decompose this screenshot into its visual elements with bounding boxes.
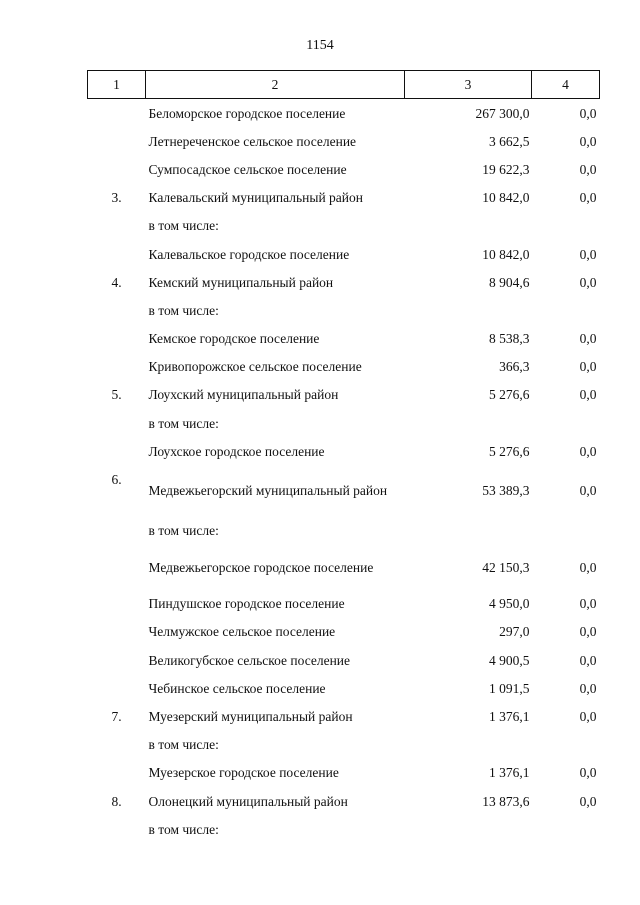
- row-share: 0,0: [579, 161, 597, 177]
- row-name: Лоухское городское поселение: [148, 443, 325, 459]
- row-amount: 42 150,3: [482, 559, 530, 575]
- row-amount: 10 842,0: [482, 246, 530, 262]
- table-row: [88, 155, 600, 183]
- row-name: в том числе:: [148, 821, 219, 837]
- budget-table: [87, 70, 600, 843]
- table-row: [88, 409, 600, 437]
- row-share: [532, 409, 600, 437]
- row-share: [532, 731, 600, 759]
- row-number: 6.: [111, 472, 122, 488]
- row-amount: [405, 516, 532, 544]
- row-number: [88, 437, 146, 465]
- header-row: [88, 71, 600, 99]
- row-amount: 1 376,1: [489, 765, 530, 781]
- row-number: [88, 353, 146, 381]
- row-number: [88, 155, 146, 183]
- row-share: 0,0: [579, 443, 597, 459]
- row-share: 0,0: [579, 246, 597, 262]
- row-amount: 5 276,6: [489, 443, 530, 459]
- row-number: [88, 296, 146, 324]
- row-amount: 267 300,0: [475, 105, 530, 121]
- row-number: [88, 409, 146, 437]
- row-name: в том числе:: [148, 218, 219, 234]
- row-number: [88, 325, 146, 353]
- row-number: [88, 815, 146, 843]
- row-number: 4.: [111, 274, 122, 290]
- row-number: [88, 646, 146, 674]
- table-row: [88, 268, 600, 296]
- table-row: [88, 240, 600, 268]
- row-share: 0,0: [579, 133, 597, 149]
- row-name: Беломорское городское поселение: [148, 105, 346, 121]
- row-amount: [405, 296, 532, 324]
- row-share: 0,0: [579, 652, 597, 668]
- row-name: Лоухский муниципальный район: [148, 387, 339, 403]
- row-number: 3.: [111, 190, 122, 206]
- row-amount: [405, 815, 532, 843]
- row-name: Летнереченское сельское поселение: [148, 133, 357, 149]
- row-name: Олонецкий муниципальный район: [148, 793, 348, 809]
- row-name: Медвежьегорский муниципальный район: [148, 483, 388, 499]
- row-name: Медвежьегорское городское поселение: [148, 559, 374, 575]
- row-number: [88, 127, 146, 155]
- row-number: [88, 674, 146, 702]
- row-number: [88, 99, 146, 128]
- table-row: [88, 325, 600, 353]
- row-share: 0,0: [579, 190, 597, 206]
- row-amount: 1 091,5: [489, 680, 530, 696]
- row-share: 0,0: [579, 359, 597, 375]
- page-number: 1154: [306, 38, 334, 53]
- row-number: [88, 212, 146, 240]
- row-share: 0,0: [579, 387, 597, 403]
- table-row: [88, 127, 600, 155]
- row-share: [532, 212, 600, 240]
- row-share: 0,0: [579, 708, 597, 724]
- row-amount: 4 950,0: [489, 596, 530, 612]
- row-name: в том числе:: [148, 523, 219, 539]
- row-share: 0,0: [579, 274, 597, 290]
- row-share: 0,0: [579, 765, 597, 781]
- row-amount: 13 873,6: [482, 793, 530, 809]
- row-number: 7.: [111, 708, 122, 724]
- row-share: 0,0: [579, 483, 597, 499]
- row-name: Муезерский муниципальный район: [148, 708, 353, 724]
- row-number: [88, 731, 146, 759]
- row-amount: [405, 212, 532, 240]
- table-row: [88, 437, 600, 465]
- table-row: [88, 674, 600, 702]
- row-share: 0,0: [579, 680, 597, 696]
- table-row: [88, 545, 600, 590]
- row-name: в том числе:: [148, 737, 219, 753]
- row-name: Калевальский муниципальный район: [148, 190, 363, 206]
- row-name: в том числе:: [148, 302, 219, 318]
- row-name: Челмужское сельское поселение: [148, 624, 336, 640]
- table-row: [88, 590, 600, 618]
- row-number: [88, 618, 146, 646]
- row-number: [88, 545, 146, 590]
- row-amount: 366,3: [499, 359, 530, 375]
- column-header-name: 2: [146, 71, 405, 99]
- table-row: [88, 731, 600, 759]
- row-amount: 10 842,0: [482, 190, 530, 206]
- row-share: [532, 296, 600, 324]
- row-name: Калевальское городское поселение: [148, 246, 350, 262]
- table-row: [88, 702, 600, 730]
- row-share: 0,0: [579, 559, 597, 575]
- row-amount: 3 662,5: [489, 133, 530, 149]
- table-row: [88, 646, 600, 674]
- table-row: [88, 184, 600, 212]
- row-name: Сумпосадское сельское поселение: [148, 161, 347, 177]
- table-row: [88, 99, 600, 128]
- row-amount: 19 622,3: [482, 161, 530, 177]
- row-amount: [405, 409, 532, 437]
- row-number: [88, 240, 146, 268]
- row-number: [88, 516, 146, 544]
- row-share: 0,0: [579, 596, 597, 612]
- row-amount: 8 538,3: [489, 331, 530, 347]
- row-name: Чебинское сельское поселение: [148, 680, 326, 696]
- row-name: Кемский муниципальный район: [148, 274, 334, 290]
- table-row: [88, 353, 600, 381]
- table-row: [88, 815, 600, 843]
- row-name: в том числе:: [148, 415, 219, 431]
- table-body: [88, 99, 600, 844]
- row-share: 0,0: [579, 624, 597, 640]
- table-row: [88, 212, 600, 240]
- row-share: 0,0: [579, 793, 597, 809]
- row-name: Кривопорожское сельское поселение: [148, 359, 362, 375]
- table-header: [88, 71, 600, 99]
- row-amount: 5 276,6: [489, 387, 530, 403]
- row-number: 8.: [111, 793, 122, 809]
- row-name: Муезерское городское поселение: [148, 765, 339, 781]
- row-number: [88, 759, 146, 787]
- table-row: [88, 516, 600, 544]
- column-header-share: 4: [532, 71, 600, 99]
- column-header-amount: 3: [405, 71, 532, 99]
- row-number: [88, 590, 146, 618]
- row-number: 5.: [111, 387, 122, 403]
- row-share: 0,0: [579, 331, 597, 347]
- table-row: [88, 381, 600, 409]
- row-share: 0,0: [579, 105, 597, 121]
- row-name: Великогубское сельское поселение: [148, 652, 351, 668]
- row-name: Пиндушское городское поселение: [148, 596, 345, 612]
- table-row: [88, 787, 600, 815]
- row-amount: 1 376,1: [489, 708, 530, 724]
- row-amount: 4 900,5: [489, 652, 530, 668]
- column-header-number: 1: [88, 71, 146, 99]
- table-row: [88, 465, 600, 516]
- table-row: [88, 618, 600, 646]
- row-amount: [405, 731, 532, 759]
- row-share: [532, 815, 600, 843]
- table-row: [88, 296, 600, 324]
- row-amount: 8 904,6: [489, 274, 530, 290]
- row-amount: 297,0: [499, 624, 530, 640]
- row-amount: 53 389,3: [482, 483, 530, 499]
- row-share: [532, 516, 600, 544]
- table-row: [88, 759, 600, 787]
- row-name: Кемское городское поселение: [148, 331, 320, 347]
